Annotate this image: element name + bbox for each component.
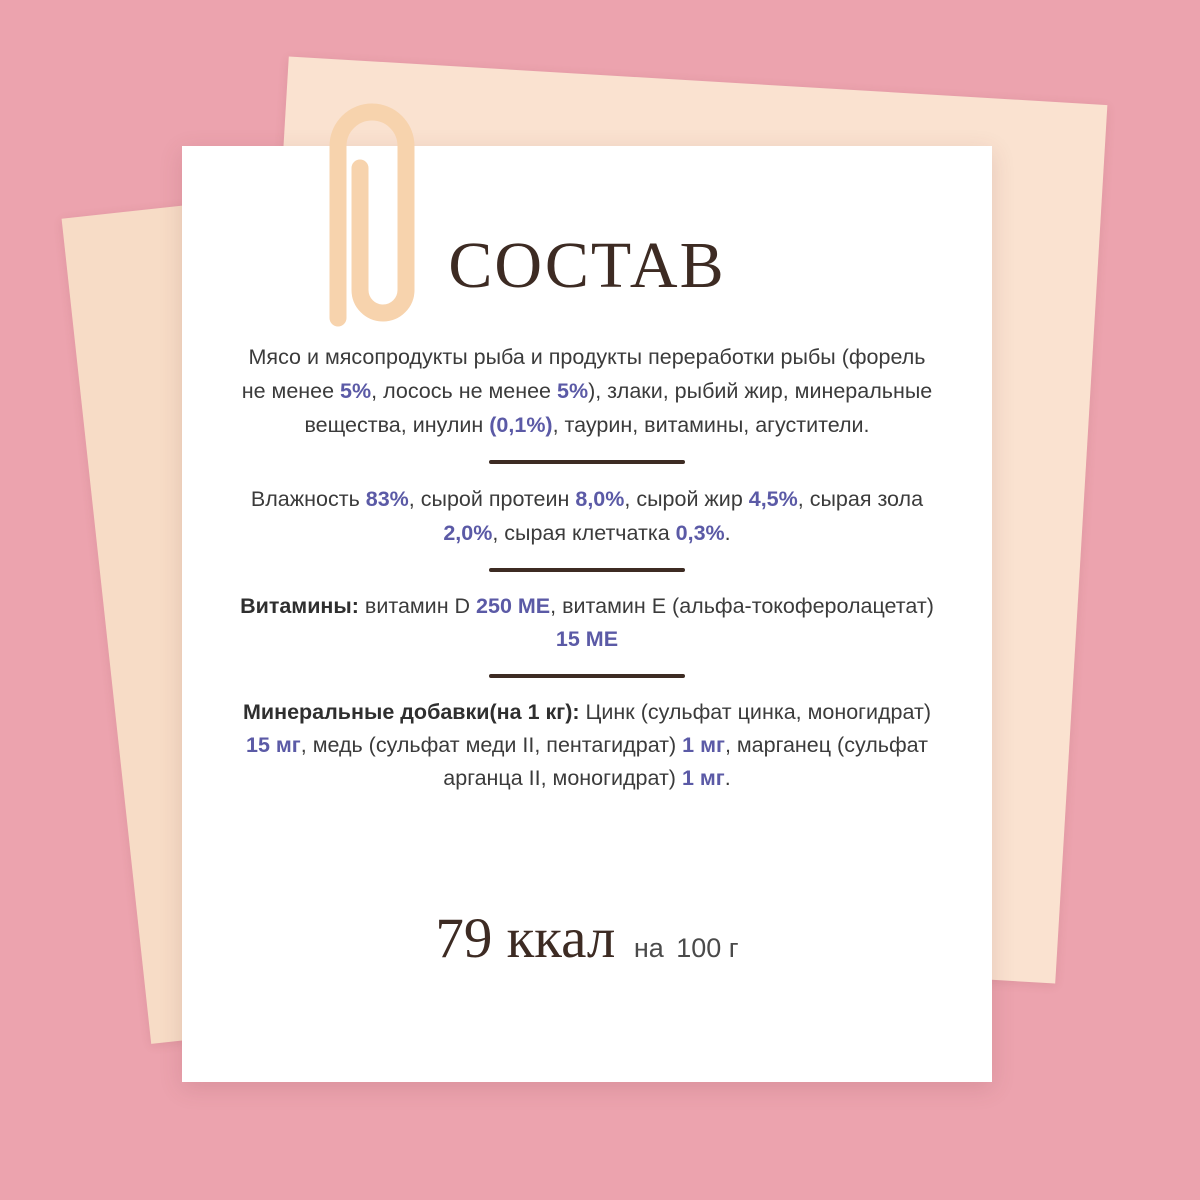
page-title: СОСТАВ — [448, 229, 726, 302]
minerals-text: Минеральные добавки(на 1 кг): Цинк (сульфат цинка, моногидрат) 15 мг, медь (сульфат меди II, пентагидрат) 1 мг, марганец (сульфат арганца II, моногидрат) 1 мг. — [242, 700, 932, 790]
divider-1 — [489, 460, 685, 464]
vitamins-block — [234, 590, 940, 656]
composition-card — [182, 146, 992, 1082]
energy-per-label: на — [633, 933, 664, 963]
minerals-block — [234, 696, 940, 795]
divider-3 — [489, 674, 685, 678]
energy-value-block — [182, 906, 992, 971]
ingredients-block — [234, 340, 940, 442]
analysis-block — [234, 482, 940, 550]
analysis-text: Влажность 83%, сырой протеин 8,0%, сырой жир 4,5%, сырая зола 2,0%, сырая клетчатка 0,3%. — [250, 487, 924, 545]
vitamins-text: Витамины: витамин D 250 МЕ, витамин E (альфа-токоферолацетат) 15 МЕ — [240, 594, 934, 651]
energy-value: 79 ккал — [435, 907, 616, 970]
energy-per-amount: 100 г — [676, 933, 739, 963]
divider-2 — [489, 568, 685, 572]
ingredients-text: Мясо и мясопродукты рыба и продукты переработки рыбы (форель не менее 5%, лосось не менее 5%), злаки, рыбий жир, минеральные вещества, инулин (0,1%), таурин, витамины, агустители. — [241, 345, 933, 437]
